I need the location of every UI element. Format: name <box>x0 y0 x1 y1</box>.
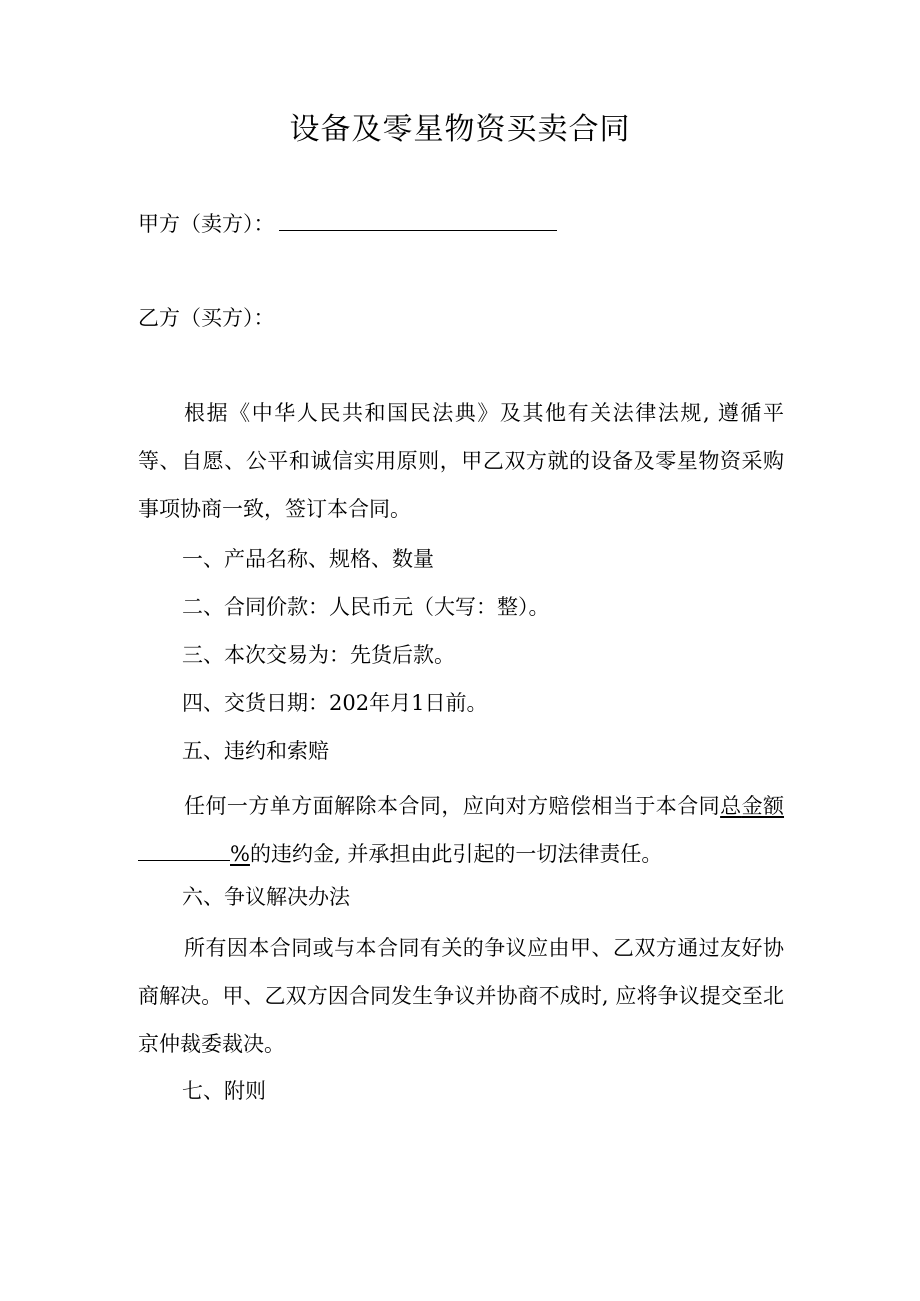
section-2-price: 二、合同价款：人民币元（大写：整）。 <box>182 595 550 619</box>
section-6-heading: 六、争议解决办法 <box>182 885 350 909</box>
section-1-heading: 一、产品名称、规格、数量 <box>182 547 434 571</box>
s5-underlined-total: 总 <box>720 794 742 818</box>
s5-underlined-amount: 金额 <box>741 794 785 818</box>
party-a-line <box>138 208 557 239</box>
party-a-label: 甲方（卖方）： <box>138 212 275 236</box>
s5-text-end: 的违约金, 并承担由此引起的一切法律责任。 <box>249 842 663 866</box>
section-5-body <box>138 782 784 878</box>
s5-text-start: 任何一方单方面解除本合同，应向对方赔偿相当于本合同 <box>184 794 721 818</box>
party-a-blank <box>279 208 557 231</box>
party-b-line <box>138 303 275 333</box>
s5-percent-sign: % <box>230 842 250 866</box>
section-6-body: 所有因本合同或与本合同有关的争议应由甲、乙双方通过友好协商解决。甲、乙双方因合同发生争议并协商不成时, 应将争议提交至北京仲裁委裁决。 <box>138 936 784 1056</box>
section-4-delivery: 四、交货日期：202年月1日前。 <box>182 691 488 715</box>
section-5-heading: 五、违约和索赔 <box>182 739 329 763</box>
intro-paragraph: 根据《中华人民共和国民法典》及其他有关法律法规, 遵循平等、自愿、公平和诚信实用原则，甲乙双方就的设备及零星物资采购事项协商一致，签订本合同。 <box>138 401 784 521</box>
s5-percent-blank <box>138 838 230 861</box>
section-3-payment: 三、本次交易为：先货后款。 <box>182 643 455 667</box>
party-b-label: 乙方（买方）： <box>138 306 275 330</box>
section-7-heading: 七、附则 <box>182 1079 266 1103</box>
document-title: 设备及零星物资买卖合同 <box>289 112 631 147</box>
